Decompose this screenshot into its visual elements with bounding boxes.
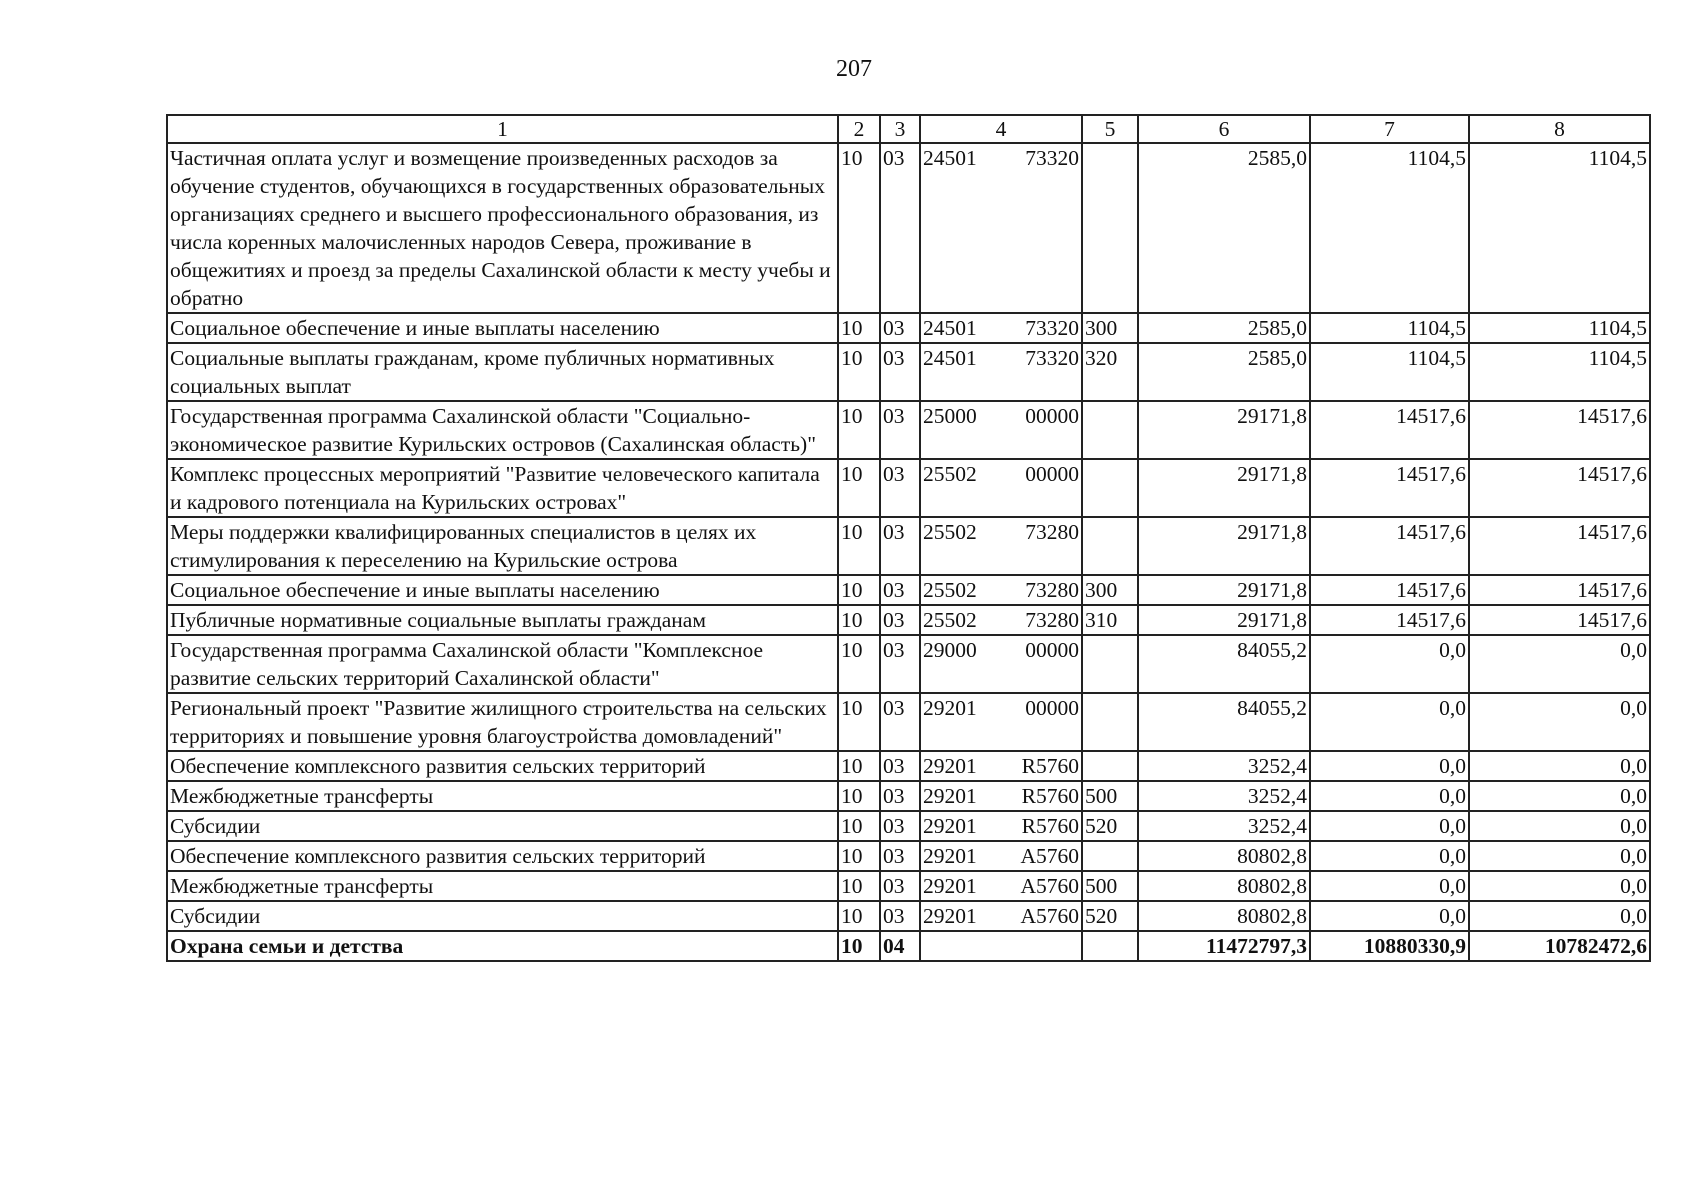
amount-col7: 0,0 [1310,871,1469,901]
row-name: Публичные нормативные социальные выплаты гражданам [167,605,838,635]
row-name: Меры поддержки квалифицированных специалистов в целях их стимулирования к переселению на Курильские острова [167,517,838,575]
header-cell: 8 [1469,115,1650,143]
target-article [920,693,1082,751]
subsection-code: 03 [880,751,920,781]
target-program-code: 29201 [923,904,977,928]
expense-type-code: 300 [1082,313,1138,343]
target-article [920,401,1082,459]
row-name: Межбюджетные трансферты [167,871,838,901]
table-row [167,751,1650,781]
amount-col8: 0,0 [1469,781,1650,811]
amount-col7: 14517,6 [1310,517,1469,575]
page-number: 207 [836,56,872,82]
expense-type-code [1082,841,1138,871]
amount-col6: 84055,2 [1138,635,1310,693]
header-row [167,115,1650,143]
section-code: 10 [838,811,880,841]
section-code: 10 [838,605,880,635]
table-row [167,901,1650,931]
target-article [920,313,1082,343]
target-direction-code: 00000 [1025,404,1079,428]
subsection-code: 03 [880,811,920,841]
target-program-code: 29201 [923,844,977,868]
subsection-code: 03 [880,635,920,693]
subsection-code: 03 [880,781,920,811]
row-name: Обеспечение комплексного развития сельских территорий [167,751,838,781]
amount-col8: 14517,6 [1469,517,1650,575]
expense-type-code [1082,459,1138,517]
target-direction-code: 73280 [1025,608,1079,632]
target-direction-code: R5760 [1021,814,1079,838]
amount-col6: 29171,8 [1138,459,1310,517]
section-code: 10 [838,401,880,459]
target-program-code: 25502 [923,462,977,486]
amount-col8: 0,0 [1469,693,1650,751]
table-row [167,605,1650,635]
amount-col7: 1104,5 [1310,313,1469,343]
amount-col8: 0,0 [1469,635,1650,693]
target-program-code: 29201 [923,874,977,898]
target-article [920,143,1082,313]
amount-col7: 1104,5 [1310,343,1469,401]
row-name: Государственная программа Сахалинской области "Социально-экономическое развитие Курильских островов (Сахалинская область)" [167,401,838,459]
target-article [920,781,1082,811]
table-row [167,693,1650,751]
amount-col6: 80802,8 [1138,901,1310,931]
section-code: 10 [838,343,880,401]
expense-type-code [1082,517,1138,575]
amount-col8: 0,0 [1469,841,1650,871]
subsection-code: 03 [880,343,920,401]
amount-col6: 29171,8 [1138,517,1310,575]
subsection-code: 03 [880,693,920,751]
amount-col6: 29171,8 [1138,575,1310,605]
table-row [167,517,1650,575]
amount-col7: 0,0 [1310,841,1469,871]
subsection-code: 03 [880,871,920,901]
expense-type-code [1082,401,1138,459]
table-row [167,459,1650,517]
target-article [920,871,1082,901]
amount-col8: 14517,6 [1469,401,1650,459]
section-code: 10 [838,143,880,313]
target-program-code: 29201 [923,814,977,838]
amount-col6: 3252,4 [1138,751,1310,781]
expense-type-code: 320 [1082,343,1138,401]
target-program-code: 29201 [923,696,977,720]
amount-col6: 11472797,3 [1138,931,1310,961]
amount-col8: 0,0 [1469,811,1650,841]
target-program-code: 25502 [923,578,977,602]
amount-col7: 0,0 [1310,635,1469,693]
amount-col8: 0,0 [1469,751,1650,781]
target-article [920,635,1082,693]
amount-col7: 10880330,9 [1310,931,1469,961]
amount-col8: 14517,6 [1469,605,1650,635]
amount-col8: 0,0 [1469,871,1650,901]
section-code: 10 [838,459,880,517]
header-cell: 5 [1082,115,1138,143]
amount-col6: 80802,8 [1138,841,1310,871]
amount-col6: 80802,8 [1138,871,1310,901]
target-article [920,343,1082,401]
expense-type-code [1082,931,1138,961]
table-row [167,143,1650,313]
section-code: 10 [838,781,880,811]
amount-col7: 14517,6 [1310,459,1469,517]
expense-type-code: 520 [1082,901,1138,931]
amount-col6: 29171,8 [1138,401,1310,459]
amount-col7: 14517,6 [1310,401,1469,459]
row-name: Обеспечение комплексного развития сельских территорий [167,841,838,871]
target-article [920,517,1082,575]
subsection-code: 03 [880,401,920,459]
target-program-code: 25502 [923,608,977,632]
header-cell: 4 [920,115,1082,143]
table-row [167,871,1650,901]
amount-col7: 0,0 [1310,751,1469,781]
amount-col6: 2585,0 [1138,343,1310,401]
section-code: 10 [838,693,880,751]
target-program-code: 29000 [923,638,977,662]
target-direction-code: A5760 [1020,874,1079,898]
amount-col6: 3252,4 [1138,781,1310,811]
target-direction-code: 00000 [1025,696,1079,720]
amount-col7: 14517,6 [1310,575,1469,605]
target-direction-code: R5760 [1021,784,1079,808]
table-row [167,931,1650,961]
expense-type-code: 500 [1082,781,1138,811]
row-name: Государственная программа Сахалинской области "Комплексное развитие сельских территорий Сахалинской области" [167,635,838,693]
section-code: 10 [838,575,880,605]
subsection-code: 03 [880,901,920,931]
expense-type-code [1082,143,1138,313]
amount-col6: 84055,2 [1138,693,1310,751]
row-name: Субсидии [167,901,838,931]
target-program-code: 29201 [923,754,977,778]
target-direction-code: 00000 [1025,462,1079,486]
amount-col6: 2585,0 [1138,313,1310,343]
amount-col7: 0,0 [1310,693,1469,751]
target-program-code: 24501 [923,346,977,370]
row-name: Социальное обеспечение и иные выплаты населению [167,313,838,343]
header-cell: 1 [167,115,838,143]
section-code: 10 [838,517,880,575]
target-program-code: 24501 [923,316,977,340]
table-row [167,811,1650,841]
row-name: Охрана семьи и детства [167,931,838,961]
target-article [920,575,1082,605]
amount-col6: 29171,8 [1138,605,1310,635]
table-row [167,781,1650,811]
header-cell: 2 [838,115,880,143]
row-name: Социальные выплаты гражданам, кроме публичных нормативных социальных выплат [167,343,838,401]
row-name: Межбюджетные трансферты [167,781,838,811]
section-code: 10 [838,313,880,343]
row-name: Социальное обеспечение и иные выплаты населению [167,575,838,605]
target-direction-code: A5760 [1020,844,1079,868]
subsection-code: 03 [880,143,920,313]
table-row [167,313,1650,343]
table-row [167,575,1650,605]
table-row [167,841,1650,871]
header-cell: 6 [1138,115,1310,143]
row-name: Частичная оплата услуг и возмещение произведенных расходов за обучение студентов, обучающихся в государственных образовательных организациях среднего и высшего профессионального образования, из числа коренных малочисленных народов Севера, проживание в общежитиях и проезд за пределы Сахалинской области к месту учебы и обратно [167,143,838,313]
subsection-code: 03 [880,313,920,343]
amount-col8: 1104,5 [1469,143,1650,313]
target-article [920,931,1082,961]
expense-type-code [1082,693,1138,751]
table-row [167,343,1650,401]
subsection-code: 03 [880,575,920,605]
target-direction-code: 73320 [1025,316,1079,340]
amount-col7: 0,0 [1310,901,1469,931]
row-name: Комплекс процессных мероприятий "Развитие человеческого капитала и кадрового потенциала на Курильских островах" [167,459,838,517]
amount-col8: 1104,5 [1469,313,1650,343]
subsection-code: 03 [880,605,920,635]
amount-col8: 14517,6 [1469,459,1650,517]
amount-col7: 14517,6 [1310,605,1469,635]
table-row [167,635,1650,693]
target-program-code: 25502 [923,520,977,544]
target-direction-code: 73280 [1025,520,1079,544]
section-code: 10 [838,871,880,901]
table-row [167,401,1650,459]
subsection-code: 03 [880,459,920,517]
subsection-code: 03 [880,841,920,871]
expense-type-code: 310 [1082,605,1138,635]
section-code: 10 [838,901,880,931]
header-cell: 7 [1310,115,1469,143]
subsection-code: 03 [880,517,920,575]
target-direction-code: A5760 [1020,904,1079,928]
target-article [920,841,1082,871]
target-article [920,811,1082,841]
amount-col6: 2585,0 [1138,143,1310,313]
target-direction-code: 73280 [1025,578,1079,602]
table-body [167,143,1650,961]
amount-col7: 0,0 [1310,781,1469,811]
section-code: 10 [838,751,880,781]
section-code: 10 [838,931,880,961]
row-name: Региональный проект "Развитие жилищного строительства на сельских территориях и повышение уровня благоустройства домовладений" [167,693,838,751]
target-article [920,751,1082,781]
target-article [920,459,1082,517]
expense-type-code: 520 [1082,811,1138,841]
target-program-code: 29201 [923,784,977,808]
target-direction-code: 73320 [1025,346,1079,370]
target-direction-code: 73320 [1025,146,1079,170]
amount-col7: 1104,5 [1310,143,1469,313]
target-article [920,605,1082,635]
expense-type-code [1082,751,1138,781]
amount-col8: 14517,6 [1469,575,1650,605]
amount-col8: 1104,5 [1469,343,1650,401]
amount-col8: 0,0 [1469,901,1650,931]
row-name: Субсидии [167,811,838,841]
target-program-code: 24501 [923,146,977,170]
target-direction-code: R5760 [1021,754,1079,778]
target-article [920,901,1082,931]
header-cell: 3 [880,115,920,143]
target-direction-code: 00000 [1025,638,1079,662]
budget-table [166,114,1651,962]
section-code: 10 [838,841,880,871]
section-code: 10 [838,635,880,693]
target-program-code: 25000 [923,404,977,428]
subsection-code: 04 [880,931,920,961]
expense-type-code [1082,635,1138,693]
expense-type-code: 500 [1082,871,1138,901]
expense-type-code: 300 [1082,575,1138,605]
amount-col6: 3252,4 [1138,811,1310,841]
amount-col7: 0,0 [1310,811,1469,841]
amount-col8: 10782472,6 [1469,931,1650,961]
